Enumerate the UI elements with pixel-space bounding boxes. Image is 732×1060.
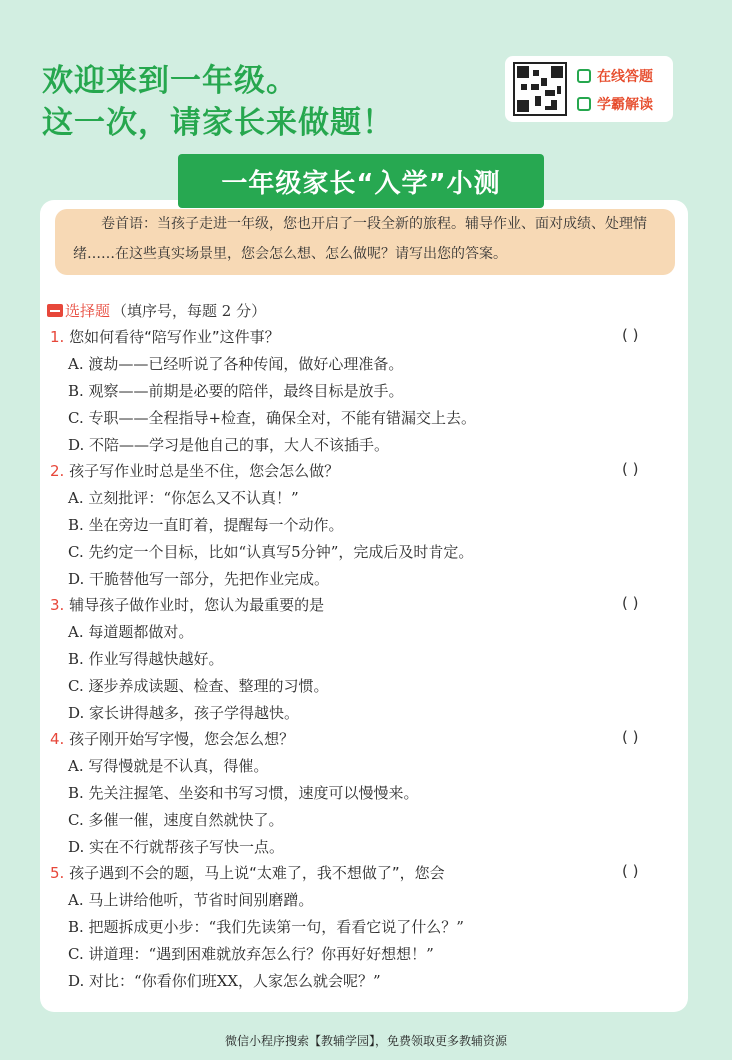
section-title: 选择题 (65, 302, 111, 320)
answer-blank-1[interactable]: ( ) (622, 326, 639, 344)
option: C. 先约定一个目标，比如“认真写5分钟”，完成后及时肯定。 (68, 543, 474, 561)
option: C. 多催一催，速度自然就快了。 (68, 811, 284, 829)
option: D. 不陪——学习是他自己的事，大人不该插手。 (68, 436, 390, 454)
option: C. 专职——全程指导+检查，确保全对，不能有错漏交上去。 (68, 409, 477, 427)
question-text: 孩子写作业时总是坐不住，您会怎么做？ (69, 462, 340, 480)
online-answer-button[interactable] (577, 66, 653, 86)
answer-blank-5[interactable]: ( ) (622, 862, 639, 880)
question-4 (50, 728, 294, 749)
qr-code-icon (513, 62, 567, 116)
question-2 (50, 460, 339, 481)
headline-welcome: 欢迎来到一年级。 (42, 63, 298, 99)
section-header (47, 300, 266, 321)
option: B. 把题拆成更小步：“我们先读第一句，看看它说了什么？” (68, 918, 464, 936)
page-title: 一年级家长“入学”小测 (178, 154, 544, 208)
question-text: 孩子遇到不会的题，马上说“太难了，我不想做了”，您会 (69, 864, 445, 882)
option: B. 先关注握笔、坐姿和书写习惯，速度可以慢慢来。 (68, 784, 419, 802)
option: A. 每道题都做对。 (68, 623, 194, 641)
qr-card (505, 56, 673, 122)
preface-text: 卷首语：当孩子走进一年级，您也开启了一段全新的旅程。辅导作业、面对成绩、处理情绪……在这些真实场景里，您会怎么想、怎么做呢？请写出您的答案。 (73, 216, 647, 262)
expert-explain-label: 学霸解读 (597, 97, 653, 113)
section-number-one-icon (47, 304, 63, 317)
option: B. 坐在旁边一直盯着，提醒每一个动作。 (68, 516, 344, 534)
headline-parent-task: 这一次，请家长来做题！ (42, 105, 394, 141)
online-answer-label: 在线答题 (597, 69, 653, 85)
question-number: 4. (50, 730, 65, 748)
expert-explain-button[interactable] (577, 94, 653, 114)
book-icon (577, 97, 591, 111)
question-number: 3. (50, 596, 65, 614)
option: A. 马上讲给他听，节省时间别磨蹭。 (68, 891, 314, 909)
question-3 (50, 594, 324, 615)
option: D. 实在不行就帮孩子写快一点。 (68, 838, 285, 856)
question-5 (50, 862, 445, 883)
question-text: 孩子刚开始写字慢，您会怎么想？ (69, 730, 295, 748)
question-1 (50, 326, 280, 347)
edit-icon (577, 69, 591, 83)
option: B. 观察——前期是必要的陪伴，最终目标是放手。 (68, 382, 404, 400)
option: D. 干脆替他写一部分，先把作业完成。 (68, 570, 330, 588)
section-note: （填序号，每题 2 分） (112, 302, 267, 320)
option: D. 对比：“你看你们班XX，人家怎么就会呢？” (68, 972, 381, 990)
option: B. 作业写得越快越好。 (68, 650, 224, 668)
question-text: 辅导孩子做作业时，您认为最重要的是 (69, 596, 325, 614)
answer-blank-2[interactable]: ( ) (622, 460, 639, 478)
answer-blank-4[interactable]: ( ) (622, 728, 639, 746)
option: A. 写得慢就是不认真，得催。 (68, 757, 269, 775)
option: C. 逐步养成读题、检查、整理的习惯。 (68, 677, 329, 695)
option: A. 立刻批评：“你怎么又不认真！” (68, 489, 299, 507)
question-number: 5. (50, 864, 65, 882)
footer-note: 微信小程序搜索【教辅学园】，免费领取更多教辅资源 (224, 1034, 507, 1048)
question-number: 1. (50, 328, 65, 346)
preface-box (55, 209, 675, 275)
option: D. 家长讲得越多，孩子学得越快。 (68, 704, 300, 722)
question-number: 2. (50, 462, 65, 480)
answer-blank-3[interactable]: ( ) (622, 594, 639, 612)
option: A. 渡劫——已经听说了各种传闻，做好心理准备。 (68, 355, 404, 373)
option: C. 讲道理：“遇到困难就放弃怎么行？你再好好想想！” (68, 945, 434, 963)
question-text: 您如何看待“陪写作业”这件事？ (69, 328, 280, 346)
